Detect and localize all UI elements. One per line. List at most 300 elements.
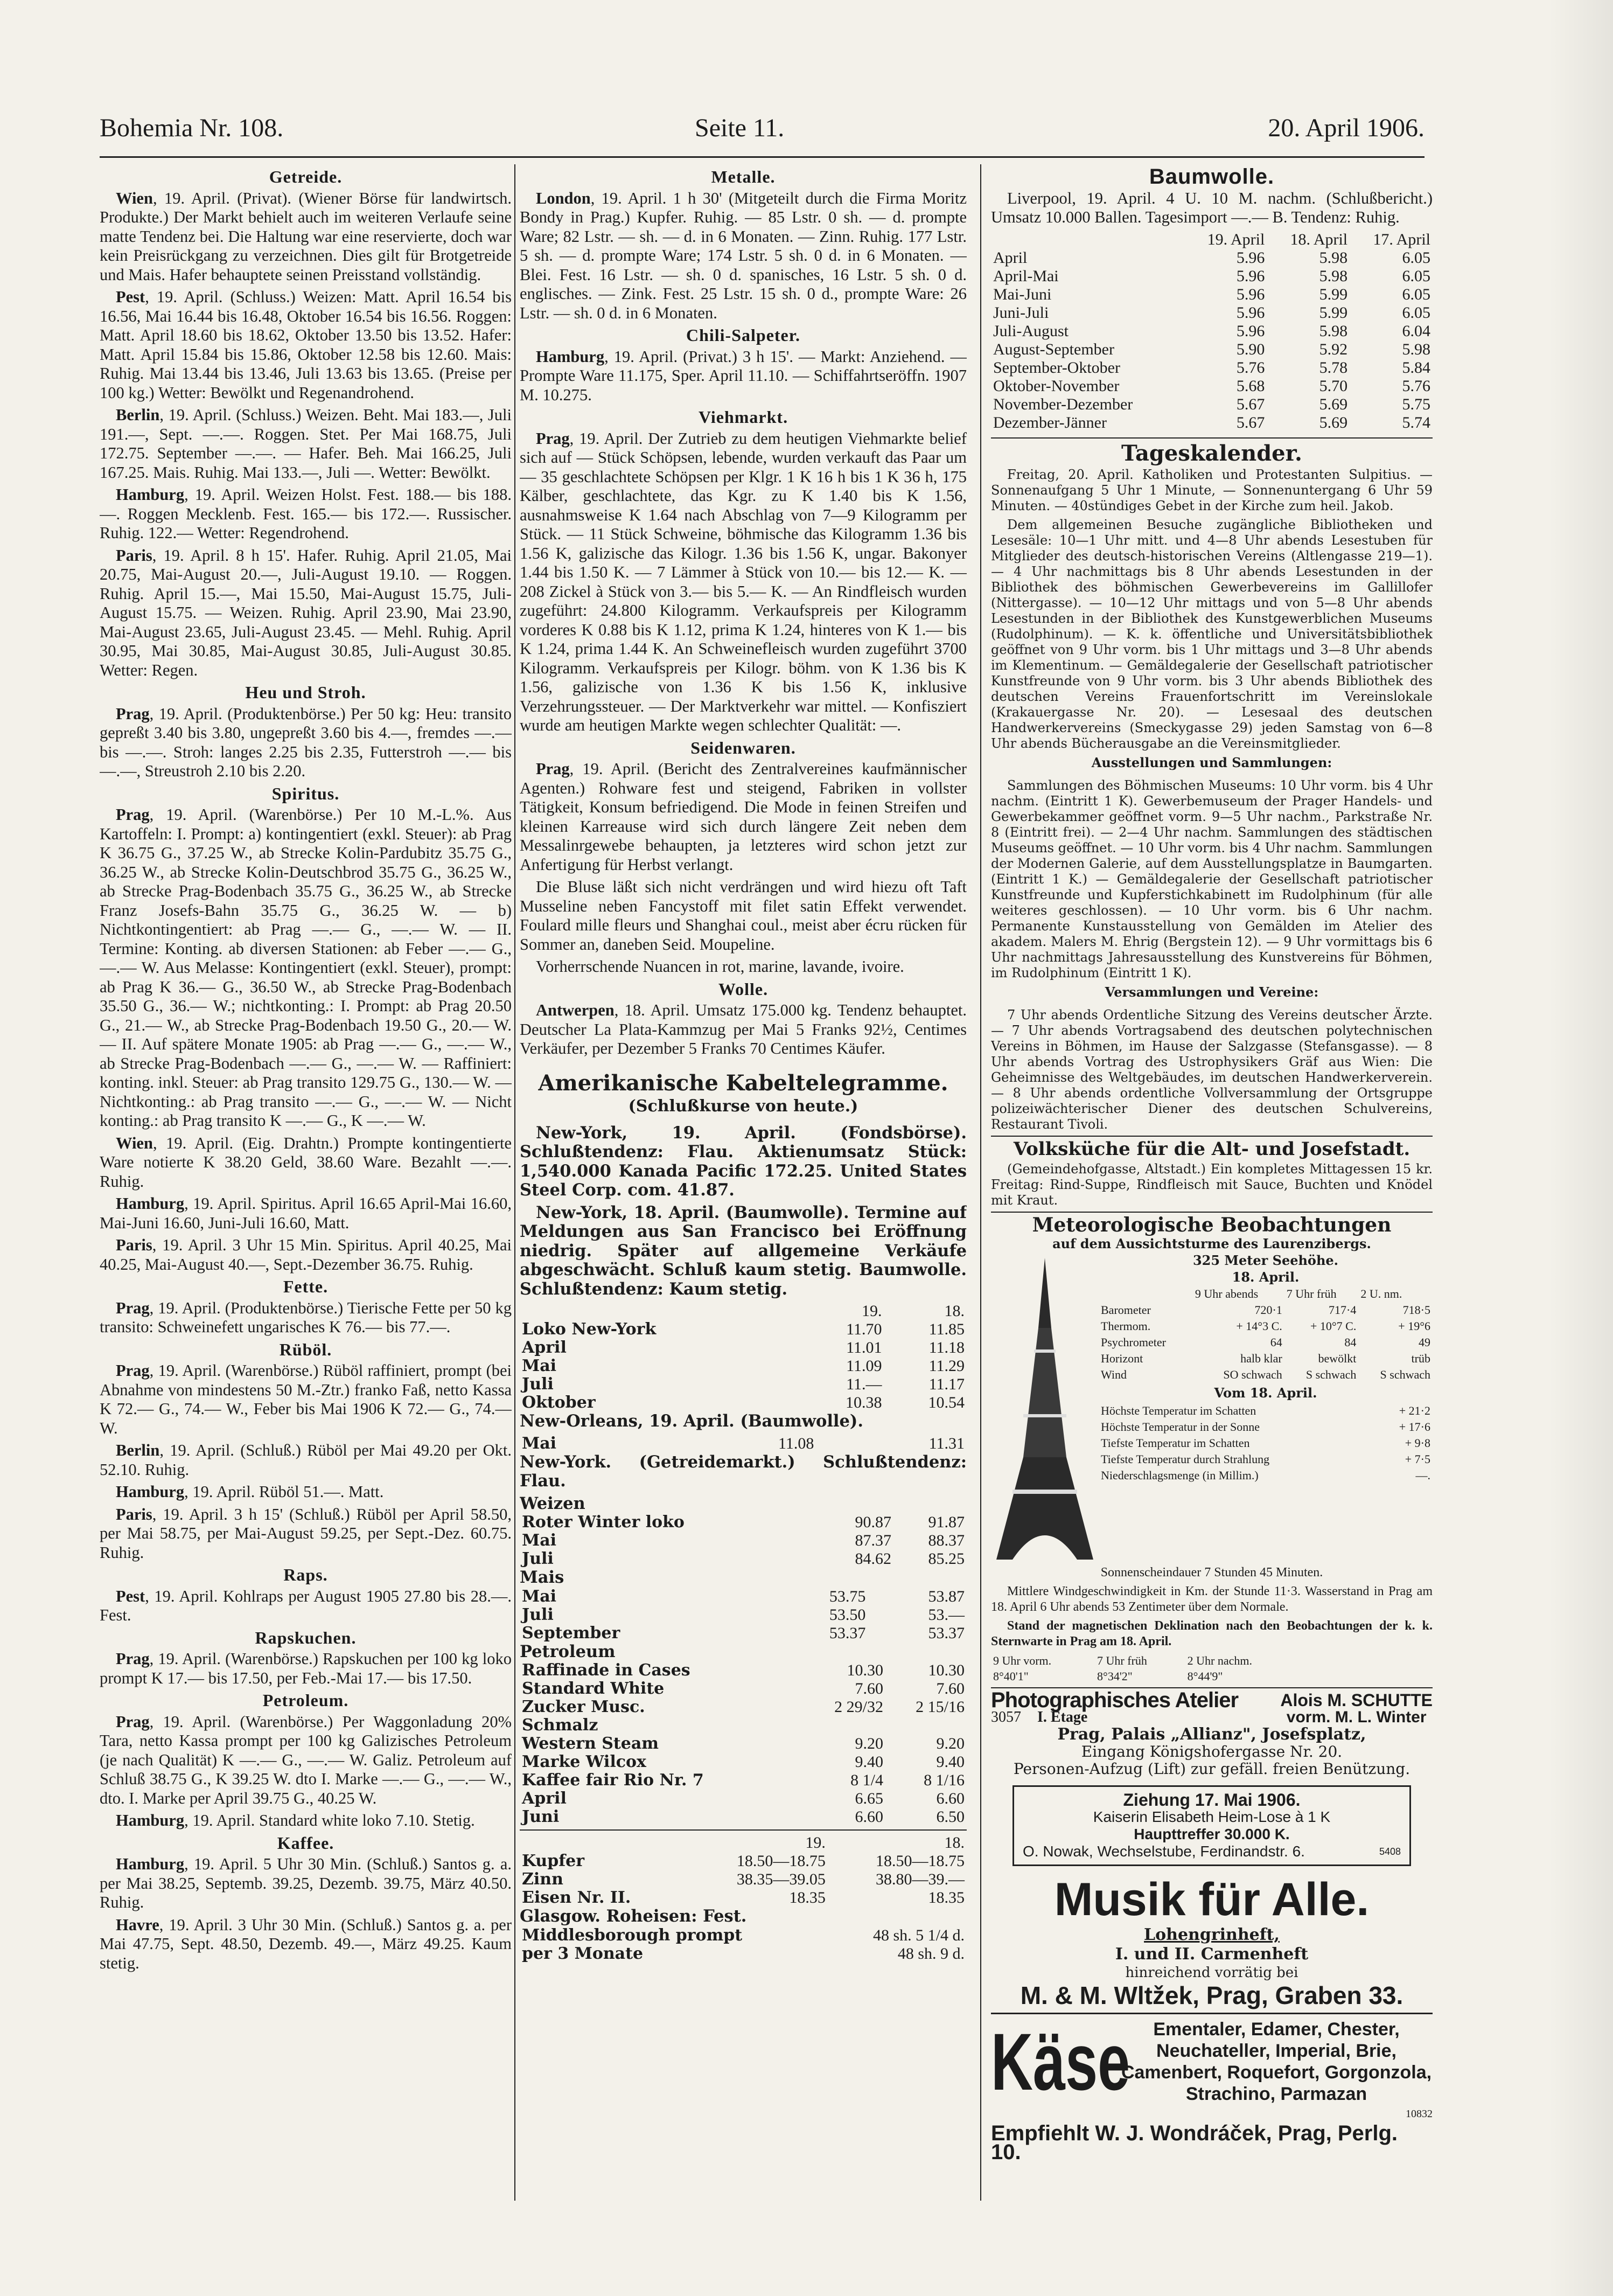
row-value: 11.31 [928, 1434, 965, 1452]
meteo-sub: auf dem Aussichtsturme des Laurenzibergs. [1052, 1236, 1371, 1251]
report-text: , 19. April. Standard white loko 7.10. Stetig. [184, 1811, 475, 1829]
row-value: 10.30 [847, 1661, 884, 1679]
market-report [100, 1916, 512, 1973]
glasgow-line: Glasgow. Roheisen: Fest. [520, 1907, 747, 1926]
market-report [520, 878, 967, 954]
section-heading: Heu und Stroh. [245, 683, 366, 702]
row-label: April [522, 1338, 567, 1357]
report-text: , 19. April. Kohlraps per August 1905 27.80 bis 28.—. Fest. [100, 1587, 512, 1624]
report-text: , 19. April. 8 h 15'. Hafer. Ruhig. April 21.05, Mai 20.75, Mai-August 20.—, Juli-August 19.10. — Roggen. Ruhig. April 15.—, Mai 15.50, Mai-August 15.75, Juli-August 15.75. — Weizen. Ruhig. April 23.90, Mai 23.90, Mai-August 23.65, Juli-August 23.45. — Mehl. Ruhig. April 30.95, Mai 30.85, Mai-August 30.85, Juli-August 30.85. Wetter: Regen. [100, 546, 512, 679]
row-value: 5.90 [1236, 340, 1265, 358]
row-value: 5.69 [1319, 395, 1348, 413]
telegram-row [520, 1771, 967, 1790]
row-value: 5.98 [1319, 267, 1348, 285]
row-value: 5.96 [1236, 285, 1265, 303]
music-ad-shop: M. & M. Wltžek, Prag, Graben 33. [1020, 1981, 1403, 2009]
row-value: 53.37 [829, 1624, 866, 1642]
meteo-row [1099, 1367, 1433, 1383]
row-label: August-September [993, 340, 1114, 358]
lotto-ad-line4: O. Nowak, Wechselstube, Ferdinandstr. 6. [1023, 1843, 1305, 1860]
row-label: April [993, 248, 1028, 267]
row-value: 18.50—18.75 [876, 1852, 965, 1870]
row-label: Roter Winter loko [522, 1513, 685, 1532]
section-heading: Getreide. [269, 167, 343, 186]
row-value: 5.99 [1319, 303, 1348, 322]
telegram-row [520, 1550, 967, 1568]
market-report [100, 805, 512, 1131]
dateline: Prag [116, 805, 150, 824]
row-label: Mai-Juni [993, 285, 1052, 303]
report-text: , 19. April. Rüböl 51.—. Matt. [184, 1483, 384, 1501]
telegram-row [520, 1624, 967, 1643]
telegram-table-4 [520, 1588, 967, 1643]
meteo-title: Meteorologische Beobachtungen [1032, 1213, 1392, 1236]
column-1 [100, 164, 512, 2201]
decl-head-3: 2 Uhr nachm. [1187, 1654, 1253, 1667]
telegram-table-3 [520, 1513, 967, 1568]
row-value: S schwach [1305, 1368, 1357, 1381]
lotto-ad-line3: Haupttreffer 30.000 K. [1134, 1826, 1290, 1842]
row-value: 18.50—18.75 [736, 1852, 826, 1870]
row-value: 6.05 [1402, 285, 1430, 303]
row-value [804, 1716, 885, 1735]
market-report [100, 1299, 512, 1337]
row-value: 11.29 [928, 1357, 965, 1375]
page-edge-shadow [1548, 0, 1613, 2296]
cotton-row [991, 359, 1433, 377]
report-text: Vorherrschende Nuancen in rot, marine, lavande, ivoire. [536, 957, 904, 976]
row-value: 5.76 [1236, 358, 1265, 377]
ny-product-line: New-York. (Getreidemarkt.) Schlußtendenz: Flau. [520, 1452, 967, 1491]
cotton-head-2: 18. April [1290, 230, 1348, 248]
row-label: Western Steam [522, 1734, 659, 1753]
section-heading: Raps. [283, 1565, 328, 1584]
row-value: 11.09 [846, 1357, 882, 1375]
row-label: Niederschlagsmenge (in Millim.) [1101, 1469, 1259, 1482]
section-heading: Seidenwaren. [690, 737, 796, 757]
report-text: , 19. April. 1 h 30' (Mitgeteilt durch die Firma Moritz Bondy in Prag.) Kupfer. Ruhig. — 85 Lstr. 0 sh. — d. prompte Ware; 82 Lstr. — sh. — d. in 6 Monaten. — Zinn. Ruhig. 177 Lstr. 5 sh. — d. prompte Ware; 174 Lstr. 5 sh. 0 d. in 6 Monaten. — Blei. Fest. 16 Lstr. — sh. 0 d. spanisches, 16 Lstr. 5 sh. 0 d. englisches. — Zink. Fest. 25 Lstr. 15 sh. 0 d., prompte Ware: 26 Lstr. — sh. 0 d. in 6 Monaten. [520, 189, 967, 322]
cheese-ad [991, 2016, 1433, 2107]
row-value: + 14°3 C. [1236, 1319, 1282, 1333]
row-value: 85.25 [928, 1550, 965, 1568]
row-value: 5.76 [1402, 377, 1430, 395]
row-value: trüb [1411, 1352, 1430, 1365]
market-report [100, 1361, 512, 1438]
meteo-height: 325 Meter Seehöhe. [1192, 1253, 1339, 1268]
column-3 [991, 164, 1433, 2201]
report-text: , 19. April. 3 Uhr 15 Min. Spiritus. April 40.25, Mai 40.25, Mai-August 40.—, Sept.-Dezember 36.75. Ruhig. [100, 1236, 512, 1274]
row-label: Juli-August [993, 322, 1069, 340]
row-label: Mai [522, 1587, 557, 1606]
volkskueche-text: (Gemeindehofgasse, Altstadt.) Ein kompletes Mittagessen 15 kr. Freitag: Rind-Suppe, Rindfleisch mit Sauce, Buchten und Knödel mit Kraut. [991, 1161, 1433, 1208]
petroleum-label: Petroleum [520, 1641, 616, 1661]
cotton-row [991, 395, 1433, 414]
row-label: Oktober [522, 1393, 596, 1412]
report-text: , 19. April. (Warenbörse.) Rapskuchen per 100 kg loko prompt K 17.— bis 17.50, per Feb.-Mai 17.— bis 17.50. [100, 1650, 512, 1687]
row-value: halb klar [1240, 1352, 1282, 1365]
volkskueche-title: Volksküche für die Alt- und Josefstadt. [1013, 1138, 1410, 1160]
music-ad-line2: I. und II. Carmenheft [1115, 1944, 1309, 1964]
telegram-row [520, 1680, 967, 1698]
weizen-label: Weizen [520, 1493, 585, 1513]
meteo-head-2: 7 Uhr früh [1286, 1287, 1337, 1300]
report-text: , 19. April. (Eig. Drahtn.) Prompte kontingentierte Ware notierte K 38.20 Geld, 38.60 Ware. Bezahlt —.—. Ruhig. [100, 1133, 512, 1191]
section-heading: Viehmarkt. [698, 407, 788, 427]
market-report [100, 1811, 512, 1831]
row-label: Tiefste Temperatur durch Strahlung [1101, 1452, 1270, 1466]
report-text: , 19. April. Weizen Holst. Fest. 188.— bis 188.—. Roggen Mecklenb. Fest. 165.— bis 172.—. Russischer. Ruhig. 122.— Wetter: Regendrohend. [100, 485, 512, 542]
cotton-row [991, 377, 1433, 395]
telegram-table-5 [520, 1661, 967, 1826]
row-value: + 21·2 [1399, 1404, 1430, 1417]
row-value: 8 1/4 [850, 1771, 884, 1789]
market-report [520, 347, 967, 405]
telegram-row [520, 1889, 967, 1907]
row-value: 53.87 [928, 1587, 965, 1605]
meteo-row [1099, 1451, 1433, 1467]
cotton-row [991, 286, 1433, 304]
row-value: 11.01 [846, 1339, 882, 1356]
header-date: 20. April 1906. [1268, 114, 1425, 142]
row-label: Marke Wilcox [522, 1752, 646, 1771]
telegram-row [520, 1532, 967, 1550]
lotto-ad [1013, 1785, 1411, 1866]
meteo-row [1099, 1351, 1433, 1367]
market-report [520, 189, 967, 323]
report-text: , 19. April. 5 Uhr 30 Min. (Schluß.) Santos g. a. per Mai 38.25, Septemb. 39.25, Dezemb. 39.75, März 40.50. Ruhig. [100, 1855, 512, 1911]
row-value [885, 1716, 967, 1735]
row-label: Kupfer [522, 1852, 585, 1870]
meteo-row [1099, 1318, 1433, 1334]
row-label: Dezember-Jänner [993, 413, 1107, 432]
row-label: Horizont [1101, 1352, 1143, 1365]
dateline: London [536, 189, 591, 207]
telegram-row [520, 1394, 967, 1412]
kalender-text-1: Freitag, 20. April. Katholiken und Protestanten Sulpitius. — Sonnenaufgang 5 Uhr 1 Minute, — Sonnenuntergang 6 Uhr 59 Minuten. — 40stündiges Gebet in der Kirche zum heil. Jakob. [991, 467, 1433, 513]
row-label: Zucker Musc. [522, 1697, 645, 1716]
telegram-table-1 [520, 1302, 967, 1412]
photo-ad-tel: 3057 [991, 1709, 1021, 1726]
dateline: Prag [116, 1650, 150, 1668]
row-value: 6.65 [855, 1790, 884, 1807]
dateline: Hamburg [116, 1483, 185, 1501]
row-value: 5.67 [1236, 413, 1265, 432]
telegram-row [520, 1588, 967, 1606]
row-value: 717·4 [1329, 1303, 1357, 1317]
petrin-tower-illustration [991, 1253, 1099, 1565]
row-label: September [522, 1623, 620, 1643]
meteo-notes: Mittlere Windgeschwindigkeit in Km. der Stunde 11·3. Wasserstand in Prag am 18. April 6 Uhr abends 53 Zentimeter über dem Normale. [991, 1584, 1433, 1614]
market-report [100, 1194, 512, 1233]
market-report [100, 406, 512, 482]
row-value: 5.75 [1402, 395, 1430, 413]
row-label: September-Oktober [993, 358, 1120, 377]
dateline: Paris [116, 546, 152, 565]
row-value: 6.04 [1402, 322, 1430, 340]
row-value: 9.20 [936, 1735, 965, 1752]
meteo-row [1099, 1403, 1433, 1419]
row-label: Mai [522, 1434, 557, 1453]
row-value: 8 1/16 [924, 1771, 965, 1789]
decl-val-3: 8°44'9" [1187, 1669, 1223, 1683]
row-label: April-Mai [993, 267, 1059, 285]
row-value: 90.87 [855, 1513, 892, 1531]
market-report [520, 429, 967, 735]
section-heading: Metalle. [711, 167, 776, 186]
dateline: Wien [116, 189, 153, 207]
report-text: , 19. April. (Privat). (Wiener Börse für landwirtsch. Produkte.) Der Markt behielt auch im weiteren Verlaufe seine matte Tendenz bei. Die Haltung war eine reservierte, doch war kein Preisrückgang zu verzeichnen. Dies gilt für Brotgetreide und Mais. Hafer behauptete seinen Preisstand vollständig. [100, 189, 512, 284]
section-heading: Fette. [283, 1277, 329, 1296]
row-value: 5.69 [1319, 413, 1348, 432]
row-value: 6.60 [855, 1808, 884, 1826]
row-value: 5.96 [1236, 267, 1265, 285]
dateline: Prag [116, 1361, 150, 1380]
market-report [100, 1483, 512, 1502]
row-value: 5.96 [1236, 248, 1265, 267]
cotton-row [991, 304, 1433, 322]
tel-head-19: 19. [861, 1302, 882, 1320]
row-label: Juli [522, 1605, 554, 1624]
row-value: 7.60 [855, 1680, 884, 1697]
music-ad-title: Musik für Alle. [1054, 1874, 1370, 1925]
row-label: per 3 Monate [522, 1944, 644, 1963]
music-ad-line3: hinreichend vorrätig bei [1125, 1965, 1298, 1981]
market-report [520, 760, 967, 874]
meteo-row [1099, 1334, 1433, 1351]
report-text: , 19. April. (Privat.) 3 h 15'. — Markt: Anziehend. — Prompte Ware 11.175, Sper. April 11.10. — Schiffahrtseröffn. 1907 M. 10.275. [520, 347, 967, 404]
telegram-table-2 [520, 1435, 967, 1453]
meteo-head-1: 9 Uhr abends [1195, 1287, 1259, 1300]
telegram-row [520, 1735, 967, 1753]
telegram-row [520, 1926, 967, 1945]
row-value: + 7·5 [1405, 1452, 1430, 1466]
row-value: 5.70 [1319, 377, 1348, 395]
row-value: 5.98 [1402, 340, 1430, 358]
dateline: Prag [536, 429, 570, 448]
cotton-title: Baumwolle. [1149, 165, 1275, 189]
row-value: 6.05 [1402, 248, 1430, 267]
telegram-row [520, 1753, 967, 1771]
row-label: Juli [522, 1375, 554, 1394]
header-page-number: Seite 11. [695, 114, 785, 142]
meteo-sunshine: Sonnenscheindauer 7 Stunden 45 Minuten. [1100, 1566, 1323, 1580]
photo-ad-lift: Personen-Aufzug (Lift) zur gefäll. freien Benützung. [1013, 1760, 1410, 1778]
row-label: November-Dezember [993, 395, 1133, 413]
dateline: Prag [536, 760, 570, 778]
row-value: 5.96 [1236, 322, 1265, 340]
telegram-row [520, 1435, 967, 1453]
cotton-row [991, 322, 1433, 340]
report-text: , 19. April. (Schluss.) Weizen: Matt. April 16.54 bis 16.56, Mai 16.44 bis 16.48, Oktober 16.54 bis 16.56. Roggen: Matt. April 18.60 bis 18.62, Oktober 13.50 bis 13.52. Hafer: Matt. April 15.84 bis 15.86, Oktober 12.58 bis 12.60. Mais: Ruhig. Mai 13.44 bis 13.46, Juli 13.63 bis 13.65. (Preise per 100 kg.) Wetter: Bewölkt und Regenandrohend. [100, 288, 512, 402]
meteo-row [1099, 1435, 1433, 1451]
lotto-ad-code: 5408 [1379, 1846, 1401, 1857]
dateline: Wien [116, 1133, 153, 1152]
telegram-table-6 [520, 1834, 967, 1907]
row-value: 11.85 [928, 1320, 965, 1338]
row-value: 5.78 [1319, 358, 1348, 377]
market-report [100, 546, 512, 680]
market-report [100, 1650, 512, 1688]
report-text: , 19. April. (Warenbörse.) Per 10 M.-L.%. Aus Kartoffeln: I. Prompt: a) kontingentiert (exkl. Steuer): ab Prag K 36.75 G., 37.25 W., ab Strecke Kolin-Pardubitz 35.75 G., 36.25 W., ab Strecke Kolin-Deutschbrod 35.75 G., 36.25 W., ab Strecke Prag-Bodenbach 35.75 G., 36.25 W., ab Strecke Franz Josefs-Bahn 35.75 G., 36.25 W. — b) Nichtkontingentiert: ab Prag —.— G., —.— W. — II. Termine: Konting. ab diversen Stationen: ab Feber —.— G., —.— W. Aus Melasse: Kontingentiert (exkl. Steuer), prompt: ab Prag K 36.— G., 36.50 W., ab Strecke Prag-Bodenbach 35.50 G., 36.— W.; nichtkonting.: I. Prompt: ab Prag 20.50 G., 21.— W., ab Strecke Prag-Bodenbach 19.50 G., 20.— W. — II. Auf spätere Monate 1905: ab Prag —.— G., —.— W., ab Strecke Prag-Bodenbach —.— G., —.— W. — Raffiniert: konting. inkl. Steuer: ab Prag transito 129.75 G., 130.— W. — Nichtkonting.: ab Prag transito —.— G., —.— W. — Nicht konting.: ab Prag transito K —.— G., K —.— W. [100, 805, 512, 1130]
row-value: 2 29/32 [834, 1698, 884, 1716]
section-heading: Rapskuchen. [255, 1627, 357, 1647]
page-header [100, 113, 1425, 151]
row-label: Raffinade in Cases [522, 1661, 690, 1680]
column-2-articles [520, 168, 967, 1059]
report-text: , 19. April. Spiritus. April 16.65 April-Mai 16.60, Mai-Juni 16.60, Juni-Juli 16.60, Matt. [100, 1194, 512, 1232]
photo-ad-address: Prag, Palais „Allianz", Josefsplatz, [1057, 1725, 1366, 1744]
section-heading: Petroleum. [262, 1690, 349, 1710]
section-heading: Spiritus. [271, 783, 340, 803]
lotto-ad-line2: Kaiserin Elisabeth Heim-Lose à 1 K [1093, 1808, 1331, 1825]
column-rule-2 [980, 164, 981, 2201]
header-left: Bohemia Nr. 108. [100, 114, 284, 142]
telegram-table-7 [520, 1926, 967, 1963]
row-value: 6.05 [1402, 267, 1430, 285]
row-label: Juli [522, 1549, 554, 1568]
metal-head-19: 19. [805, 1834, 826, 1852]
photo-ad-etage: I. Etage [1037, 1709, 1088, 1726]
row-label: Thermom. [1101, 1319, 1151, 1333]
row-value: 10.54 [928, 1394, 965, 1411]
row-value: 53.37 [928, 1624, 965, 1642]
tel-head-18: 18. [944, 1302, 965, 1320]
row-value: 38.80—39.— [876, 1870, 965, 1888]
row-value: 11.— [846, 1375, 882, 1393]
dateline: Prag [116, 704, 150, 723]
market-report [520, 1001, 967, 1059]
lotto-ad-line1: Ziehung 17. Mai 1906. [1123, 1790, 1301, 1810]
row-value: —. [1415, 1469, 1430, 1482]
row-label: Zinn [522, 1870, 563, 1889]
mais-label: Mais [520, 1568, 564, 1587]
row-value: 5.99 [1319, 285, 1348, 303]
kalender-heading-2: Ausstellungen und Sammlungen: [1091, 755, 1332, 770]
row-value: 11.08 [778, 1434, 814, 1452]
row-label: Loko New-York [522, 1320, 657, 1339]
row-value: 53.— [928, 1605, 965, 1624]
dateline: Hamburg [116, 1811, 185, 1829]
row-value: 88.37 [928, 1532, 965, 1549]
divider-1 [991, 437, 1433, 439]
report-text: , 19. April. Der Zutrieb zu dem heutigen Viehmarkte belief sich auf — Stück Schöpsen, lebende, wurden verkauft das Paar um — 35 geschlachtete Schöpsen per Klgr. 1 K 16 h bis 1 K 36 h, 175 Kälber, geschlachtete, das Kgr. zu K 1.40 bis K 1.56, ausnahmsweise K 1.64 nach Abschlag von 7—9 Kilogramm per Stück. — 11 Stück Schweine, böhmische das Kilogramm 1.36 bis 1.56 K, galizische das Kilogr. 1.36 bis 1.56 K, ungar. Bakonyer 1.44 bis 1.50 K. — 7 Lämmer à Stück von 10.— bis 12.— K. — 208 Zickel à Stück von 3.— bis 5.— K. — An Rindfleisch wurden zugeführt: 24.800 Kilogramm. Verkaufspreis per Kilogramm vorderes K 0.88 bis K 1.12, prima K 1.24, hinteres von K 1.— bis K 1.24, prima 1.44 K. An Schweinefleisch wurden zugeführt 3700 Kilogramm. Verkaufspreis per Kilogr. böhm. von K 1.36 bis K 1.56, galizische von 1.36 K bis 1.56 K, inklusive Verzehrungssteuer. — Der Marktverkehr war mittel. — Konfisziert wurde am heutigen Markte wegen schlechter Qualität: —. [520, 429, 967, 734]
row-label: Mai [522, 1531, 557, 1550]
ny-boerse-text: New-York, 19. April. (Fondsbörse). Schlußtendenz: Flau. Aktienumsatz Stück: 1,540.000 Kanada Pacific 172.25. United States Steel Corp. com. 41.87. [520, 1123, 967, 1200]
telegram-row [520, 1870, 967, 1889]
column-2 [520, 164, 967, 2201]
kalender-title: Tageskalender. [1121, 440, 1302, 466]
column-rule-1 [514, 164, 515, 2201]
row-label: Oktober-November [993, 377, 1120, 395]
metal-head-18: 18. [944, 1834, 965, 1852]
row-value: 2 15/16 [916, 1698, 965, 1716]
kalender-text-4: 7 Uhr abends Ordentliche Sitzung des Vereins deutscher Ärzte. — 7 Uhr abends Vortragsabend des deutschen polytechnischen Vereins in Böhmen, im Hause der Salzgasse (Stefansgasse). — 8 Uhr abends Vortrag des Ustrophysikers Gräf aus Wien: Die Geheimnisse des Weltgebäudes, im deutschen Handwerkerverein. — 8 Uhr abends ordentliche Vollversammlung der Ortsgruppe polizeiwächterischer Diener des deutschen Schulvereins, Restaurant Tivoli. [991, 1007, 1433, 1132]
cheese-ad-shop: Empfiehlt W. J. Wondráček, Prag, Perlg. 10. [991, 2121, 1398, 2164]
telegram-row [520, 1320, 967, 1339]
row-value: 10.38 [845, 1394, 882, 1411]
row-label: Juni-Juli [993, 303, 1049, 322]
volkskueche-section [991, 1140, 1433, 1208]
row-value: 84.62 [855, 1550, 892, 1568]
kabeltelegramme-section [520, 1070, 967, 1963]
dateline: Hamburg [116, 1855, 185, 1873]
dateline: Antwerpen [536, 1001, 615, 1019]
divider-3 [991, 1212, 1433, 1213]
cotton-intro: Liverpool, 19. April. 4 U. 10 M. nachm. (Schlußbericht.) Umsatz 10.000 Ballen. Tagesimport —.— B. Tendenz: Ruhig. [991, 189, 1433, 226]
market-report [520, 957, 967, 977]
telegram-row [520, 1716, 967, 1735]
market-report [100, 1713, 512, 1808]
telegram-row [520, 1698, 967, 1716]
row-value: 7.60 [936, 1680, 965, 1697]
meteo-date-2: Vom 18. April. [1214, 1385, 1317, 1401]
row-value: SO schwach [1223, 1368, 1282, 1381]
row-value: 9.20 [855, 1735, 884, 1752]
meteo-row [1099, 1419, 1433, 1435]
row-value: 718·5 [1402, 1303, 1430, 1317]
report-text: , 19. April. (Warenbörse.) Rüböl raffiniert, prompt (bei Abnahme von mindestens 50 M.-Ztr.) franko Faß, netto Kassa K 72.— G., 74.— W., Feber bis Mai 1906 K 72.— G., 74.— W. [100, 1361, 512, 1437]
dateline: Pest [116, 288, 145, 306]
divider-2 [991, 1136, 1433, 1137]
cotton-row [991, 414, 1433, 432]
row-value: 9.40 [855, 1753, 884, 1771]
market-report [100, 705, 512, 781]
row-value: 5.84 [1402, 358, 1430, 377]
cheese-ad-code: 10832 [1406, 2108, 1433, 2120]
header-rule [100, 156, 1425, 158]
dateline: Hamburg [116, 485, 185, 504]
kalender-text-2: Dem allgemeinen Besuche zugängliche Bibliotheken und Lesesäle: 10—1 Uhr mitt. und 4—8 Uhr abends Lesestuben für Mitglieder des deutsch-historischen Vereins (Altlengasse 219—1). — 4 Uhr nachmittags bis 8 Uhr abends Lesestunden in der Bibliothek des böhmischen Gewerbevereins im Gallillofer (Nittergasse). — 10—12 Uhr mittags und von 5—8 Uhr abends Lesestunden in der Bibliothek des Kunstgewerblichen Museums (Rudolphinum). — K. k. öffentliche und Universitätsbibliothek geöffnet von 9 Uhr vorm. bis 1 Uhr mittags und 3—8 Uhr abends im Klementinum. — Gemäldegalerie der Gesellschaft patriotischer Kunstfreunde von 9 Uhr vorm. bis 3 Uhr abends Bibliothek des deutschen Vereins Frauenfortschritt im Vereinslokale (Krakauergasse Nr. 20). — Lesesaal des deutschen Handwerkervereins (Smeckygasse 29) jeden Samstag von 6—8 Uhr abends Bücherausgabe an die Vereinsmitglieder. [991, 517, 1433, 751]
meteo-row [1099, 1302, 1433, 1318]
telegram-row [520, 1606, 967, 1624]
dateline: Prag [116, 1298, 150, 1317]
meteo-head-3: 2 U. nm. [1360, 1287, 1402, 1300]
photo-ad-vorm: vorm. M. L. Winter [1286, 1708, 1427, 1726]
section-heading: Chili-Salpeter. [686, 325, 801, 345]
row-value: 87.37 [855, 1532, 892, 1549]
dateline: Prag [116, 1712, 150, 1731]
row-value: 6.50 [936, 1808, 965, 1826]
row-value: 18.35 [928, 1889, 965, 1907]
row-label: Höchste Temperatur im Schatten [1101, 1404, 1256, 1417]
cotton-head-3: 17. April [1373, 230, 1430, 248]
section-heading: Wolle. [718, 979, 769, 999]
report-text: , 19. April. 3 h 15' (Schluß.) Rüböl per April 58.50, per Mai 58.75, per Mai-August 59.25, per Sept.-Dez. 60.75. Ruhig. [100, 1505, 512, 1562]
market-report [100, 1236, 512, 1274]
cotton-table [991, 231, 1433, 432]
row-value: 91.87 [928, 1513, 965, 1531]
row-label: Psychrometer [1101, 1335, 1166, 1349]
cheese-ad-title: Käse [991, 2016, 1130, 2107]
dateline: Berlin [116, 406, 160, 424]
cotton-section [991, 165, 1433, 432]
row-value: 84 [1344, 1335, 1357, 1349]
market-report [100, 1441, 512, 1479]
meteo-section [991, 1213, 1433, 1685]
row-value: 6.60 [936, 1790, 965, 1807]
market-report [100, 1587, 512, 1625]
row-label: Standard White [522, 1679, 665, 1698]
row-value: 64 [1270, 1335, 1282, 1349]
market-report [100, 1505, 512, 1563]
row-value: 5.67 [1236, 395, 1265, 413]
row-value: + 10°7 C. [1310, 1319, 1357, 1333]
telegrams-title: Amerikanische Kabeltelegramme. [538, 1070, 948, 1096]
row-value: 10.30 [928, 1661, 965, 1679]
row-label: Höchste Temperatur in der Sonne [1101, 1420, 1260, 1434]
row-label: Tiefste Temperatur im Schatten [1101, 1436, 1250, 1450]
photo-ad-title: Photographisches Atelier [991, 1688, 1239, 1712]
